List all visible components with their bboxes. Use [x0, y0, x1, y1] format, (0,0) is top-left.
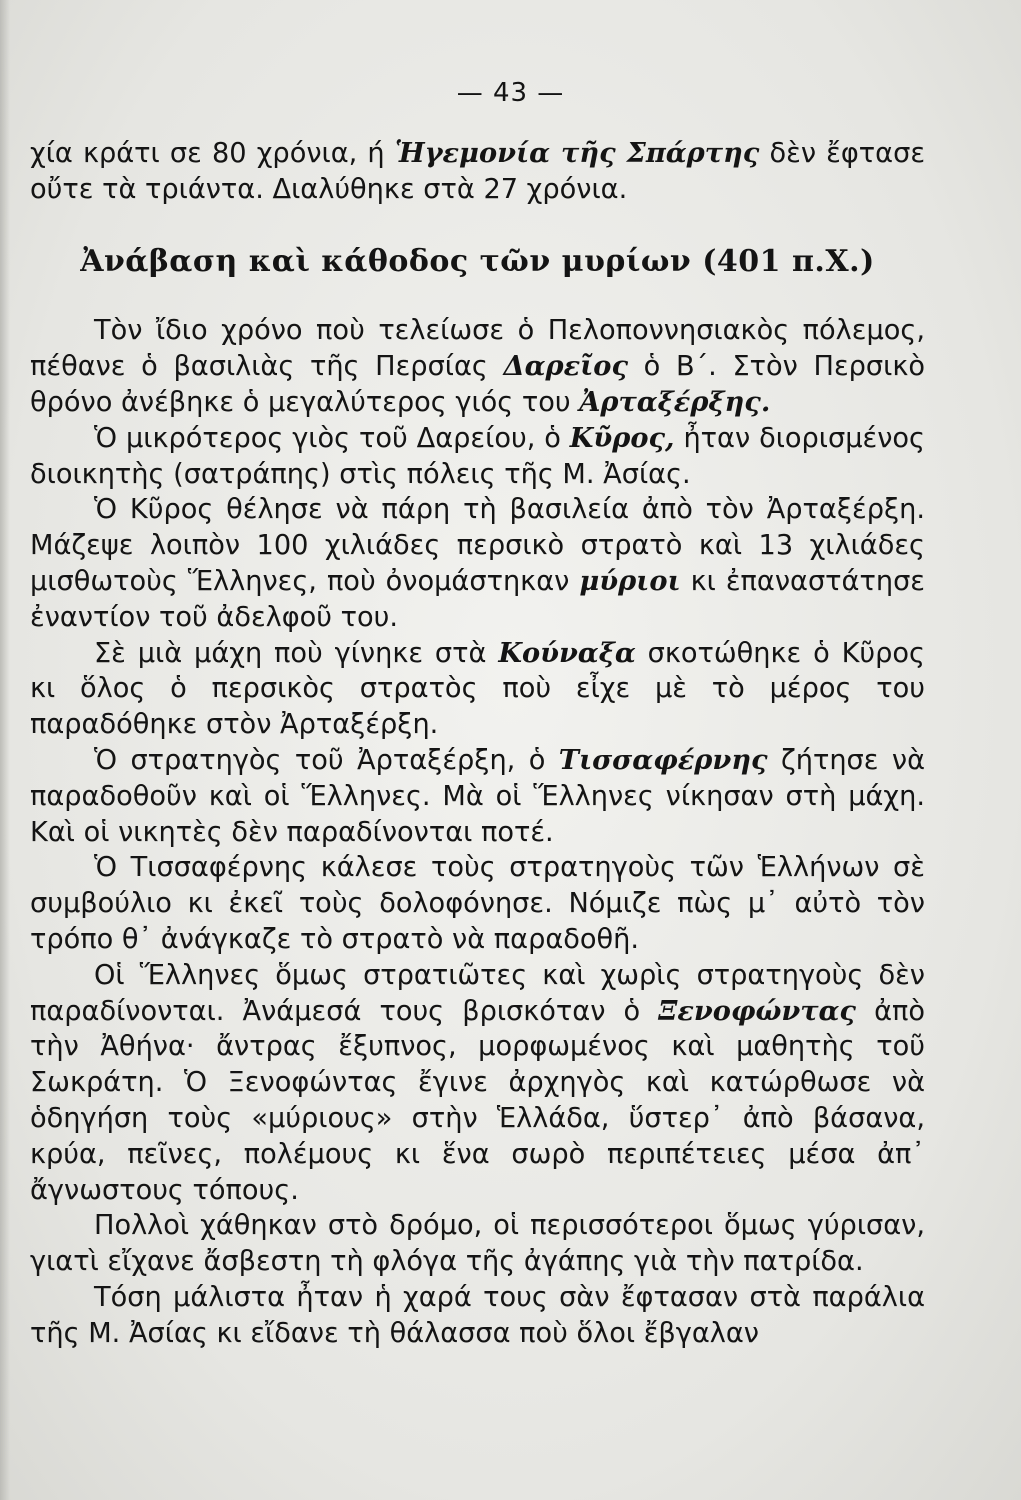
section-title: Ἀνάβαση καὶ κάθοδος τῶν μυρίων (401 π.Χ.) — [80, 243, 875, 279]
paragraph: Τόση μάλιστα ἦταν ἡ χαρά τους σὰν ἔφτασαν στὰ παράλια τῆς Μ. Ἀσίας κι εἴδανε τὴ θάλασσα ποὺ ὅλοι ἔβγαλαν — [30, 1281, 925, 1349]
body-text — [30, 136, 925, 1352]
emphasis-term: Δαρεῖος — [503, 350, 628, 383]
emphasis-term: Κούναξα — [498, 636, 636, 669]
paragraph: Ὁ Τισσαφέρνης κάλεσε τοὺς στρατηγοὺς τῶν Ἑλλήνων σὲ συμβούλιο κι ἐκεῖ τοὺς δολοφόνησε. Νόμιζε πὼς μ᾽ αὐτὸ τὸν τρόπο θ᾽ ἀνάγκαζε τὸ στρατὸ νὰ παραδοθῆ. — [30, 852, 925, 955]
paragraph-intro: χία κράτι σε 80 χρόνια, ή Ἡγεμονία τῆς Σπάρτης δὲν ἔφτασε οὔτε τὰ τριάντα. Διαλύθηκε στὰ 27 χρόνια. — [30, 137, 926, 205]
paragraph: Ὁ στρατηγὸς τοῦ Ἀρταξέρξη, ὁ Τισσαφέρνης ζήτησε νὰ παραδοθοῦν καὶ οἱ Ἕλληνες. Μὰ οἱ Ἕλληνες νίκησαν στὴ μάχη. Καὶ οἱ νικητὲς δὲν παραδίνονται ποτέ. — [30, 743, 925, 848]
paragraph: Πολλοὶ χάθηκαν στὸ δρόμο, οἱ περισσότεροι ὅμως γύρισαν, γιατὶ εἴχανε ἄσβεστη τὴ φλόγα τῆς ἀγάπης γιὰ τὴν πατρίδα. — [30, 1210, 925, 1278]
paragraph: Ὁ μικρότερος γιὸς τοῦ Δαρείου, ὁ Κῦρος, ἦταν διορισμένος διοικητὴς (σατράπης) στὶς πόλεις τῆς Μ. Ἀσίας. — [30, 421, 925, 490]
emphasis-term: μύριοι — [579, 564, 681, 597]
emphasis-term: Ξενοφώντας — [658, 994, 856, 1027]
emphasis-term: Ἀρταξέρξης. — [579, 385, 771, 418]
paragraph: Ὁ Κῦρος θέλησε νὰ πάρη τὴ βασιλεία ἀπὸ τὸν Ἀρταξέρξη. Μάζεψε λοιπὸν 100 χιλιάδες περσικὸ στρατὸ καὶ 13 χιλιάδες μισθωτοὺς Ἕλληνες, ποὺ ὀνομάστηκαν μύριοι κι ἐπαναστάτησε ἐναντίον τοῦ ἀδελφοῦ του. — [30, 494, 925, 633]
emphasis-term: Τισσαφέρνης — [558, 743, 768, 776]
paragraph: Τὸν ἴδιο χρόνο ποὺ τελείωσε ὁ Πελοποννησιακὸς πόλεμος, πέθανε ὁ βασιλιὰς τῆς Περσίας Δαρεῖος ὁ Β΄. Στὸν Περσικὸ θρόνο ἀνέβηκε ὁ μεγαλύτερος γιός του Ἀρταξέρξης. — [30, 315, 925, 418]
emphasis-term: Κῦρος, — [569, 421, 675, 454]
page-edge-shadow — [0, 0, 10, 1500]
page-number: — 43 — — [456, 78, 565, 108]
paragraph: Σὲ μιὰ μάχη ποὺ γίνηκε στὰ Κούναξα σκοτώθηκε ὁ Κῦρος κι ὅλος ὁ περσικὸς στρατὸς ποὺ εἶχε μὲ τὸ μέρος του παραδόθηκε στὸν Ἀρταξέρξη. — [30, 636, 926, 741]
paragraph: Οἱ Ἕλληνες ὅμως στρατιῶτες καὶ χωρὶς στρατηγοὺς δὲν παραδίνονται. Ἀνάμεσά τους βρισκόταν ὁ Ξενοφώντας ἀπὸ τὴν Ἀθήνα· ἄντρας ἔξυπνος, μορφωμένος καὶ μαθητὴς τοῦ Σωκράτη. Ὁ Ξενοφώντας ἔγινε ἀρχηγὸς καὶ κατώρθωσε νὰ ὁδηγήση τοὺς «μύριους» στὴν Ἑλλάδα, ὕστερ᾽ ἀπὸ βάσανα, κρύα, πεῖνες, πολέμους κι ἕνα σωρὸ περιπέτειες μέσα ἀπ᾽ ἄγνωστους τόπους. — [30, 959, 925, 1206]
emphasis-term: Ἡγεμονία τῆς Σπάρτης — [394, 137, 760, 169]
